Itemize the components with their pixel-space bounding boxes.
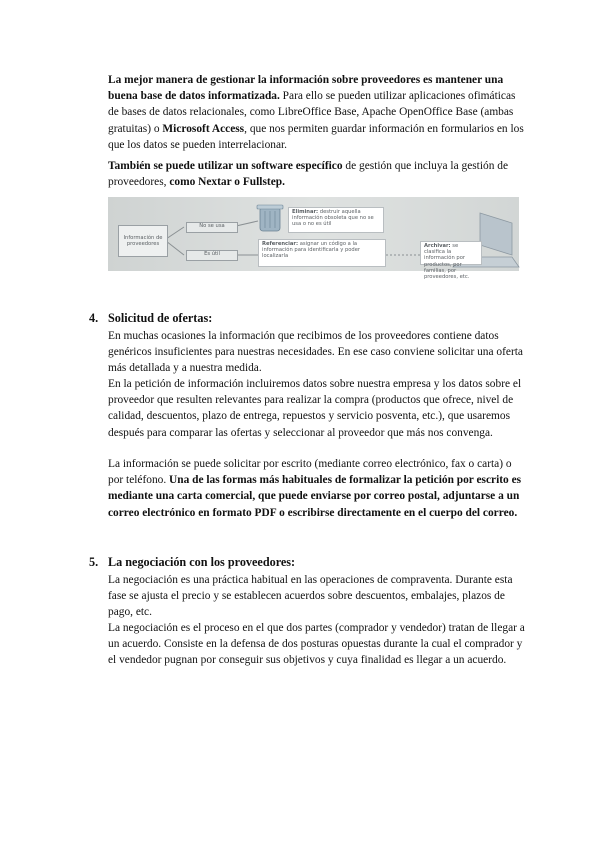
section-4-p3-bold: Una de las formas más habituales de formalizar la petición por escrito es mediante una carta comercial, que puede enviarse por correo postal, adjuntarse a un correo electrónico en formato PDF o escribirse directamente en el cuerpo del correo. (108, 474, 522, 519)
intro-text-2: , que nos permiten guardar información en formularios en los que los datos se pueden interrelacionar. (108, 122, 524, 151)
intro-bold-1: La mejor manera de gestionar la información sobre proveedores es mantener una buena base de datos informatizada. (108, 74, 504, 103)
intro-p2-text: de gestión que incluya la gestión de proveedores, (108, 160, 508, 189)
archivar-title: Archivar: (424, 243, 451, 249)
intro-p2-bold-1: También se puede utilizar un software específico (108, 160, 343, 172)
branch-yes-label: No se usa (199, 223, 225, 229)
section-4-title: Solicitud de ofertas: (108, 311, 213, 325)
trash-icon (257, 205, 283, 231)
intro-text-1: Para ello se pueden utilizar aplicaciones ofimáticas de bases de datos relacionales, como LibreOffice Base, Apache OpenOffice Base (ambas gratuitas) o (108, 90, 516, 135)
section-4-p3-text: La información se puede solicitar por escrito (mediante correo electrónico, fax o carta) o por teléfono. (108, 458, 512, 487)
section-5-number: 5. (89, 555, 99, 569)
information-flow-figure (108, 197, 519, 281)
branch-es-util (186, 250, 238, 261)
archivar-text: se clasifica la información por productos, por familias, por proveedores, etc. (424, 243, 470, 281)
section-4-paragraph-2: En la petición de información incluiremos datos sobre nuestra empresa y los datos sobre el proveedor que resulten relevantes para realizar la compra (productos que ofrece, nivel de calidad, descuentos, plazo de entrega, repuestos y servicio posventa, etc.), que usaremos después para comparar las ofertas y seleccionar al proveedor que más nos convenga. (108, 378, 522, 439)
branch-no-se-usa (186, 222, 238, 233)
section-4-paragraph-1: En muchas ocasiones la información que recibimos de los proveedores contiene datos genéricos insuficientes para nuestras necesidades. En ese caso conviene solicitar una oferta más detallada y a nuestra medida. (108, 330, 523, 375)
eliminar-box (288, 207, 384, 233)
referenciar-text: asignar un código a la información para identificarla y poder localizarla (262, 241, 361, 260)
section-5-title: La negociación con los proveedores: (108, 555, 296, 569)
intro-paragraph-1 (108, 72, 528, 153)
section-4-paragraph-3 (108, 456, 528, 521)
source-label: Información de proveedores (123, 234, 163, 247)
eliminar-title: Eliminar: (292, 209, 319, 215)
section-4-number: 4. (89, 311, 99, 325)
archivar-box (420, 241, 482, 281)
section-5-paragraph-2: La negociación es el proceso en el que dos partes (comprador y vendedor) tratan de llegar a un acuerdo. Consiste en la defensa de dos posturas opuestas durante la cual el comprador y el vendedor pugnan por conseguir sus objetivos y cuya finalidad es llegar a un acuerdo. (108, 622, 525, 667)
section-5-paragraph-1: La negociación es una práctica habitual en las operaciones de compraventa. Durante esta fase se ajusta el precio y se establecen acuerdos sobre descuentos, embalajes, plazos de pago, etc. (108, 574, 513, 619)
eliminar-text: destruir aquella información obsoleta que no se usa o no es útil (292, 209, 374, 228)
branch-no-label: Es útil (204, 251, 220, 257)
referenciar-title: Referenciar: (262, 241, 299, 247)
intro-p2-bold-2: como Nextar o Fullstep. (169, 176, 285, 189)
intro-paragraph-2 (108, 158, 528, 190)
source-box (118, 225, 168, 257)
referenciar-box (258, 239, 386, 267)
intro-bold-2: Microsoft Access (162, 122, 245, 135)
